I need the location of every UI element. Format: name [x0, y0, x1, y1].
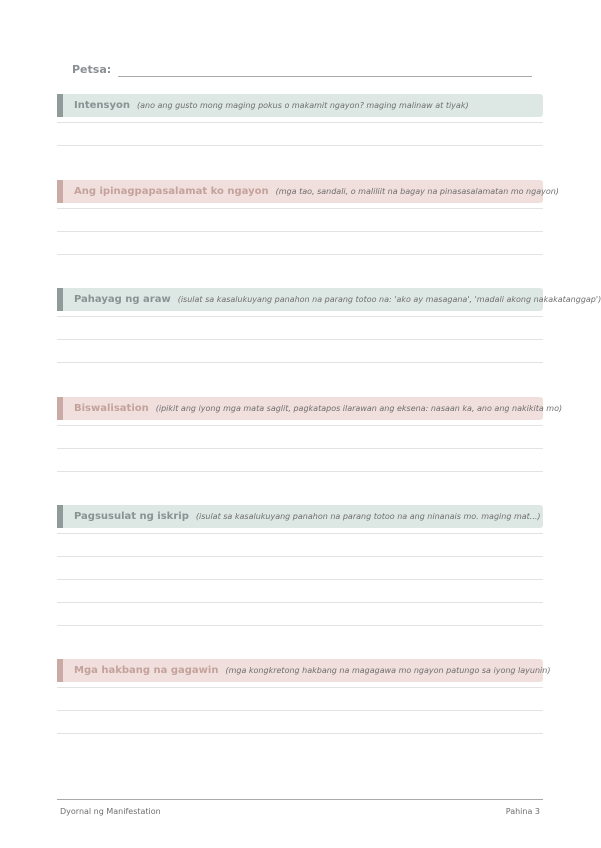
section-accent-bar [57, 505, 63, 528]
writing-line[interactable] [57, 625, 543, 626]
section-description: (mga kongkretong hakbang na magagawa mo ngayon patungo sa iyong layunin) [225, 666, 551, 675]
section-scripting [57, 505, 543, 528]
section-header [57, 659, 551, 682]
footer-page-number: Pahina 3 [505, 807, 540, 816]
section-accent-bar [57, 180, 63, 203]
writing-line[interactable] [57, 145, 543, 146]
writing-line[interactable] [57, 533, 543, 534]
section-description: (ano ang gusto mong maging pokus o makamit ngayon? maging malinaw at tiyak) [136, 101, 469, 110]
writing-line[interactable] [57, 122, 543, 123]
writing-line[interactable] [57, 687, 543, 688]
section-action-steps [57, 659, 551, 682]
writing-line[interactable] [57, 710, 543, 711]
writing-line[interactable] [57, 448, 543, 449]
writing-line[interactable] [57, 231, 543, 232]
section-visualization [57, 397, 563, 420]
writing-line[interactable] [57, 602, 543, 603]
section-title: Ang ipinagpapasalamat ko ngayon [74, 186, 269, 197]
writing-line[interactable] [57, 316, 543, 317]
section-title: Intensyon [74, 100, 130, 111]
section-intention [57, 94, 543, 117]
footer-journal-name: Dyornal ng Manifestation [60, 807, 161, 816]
writing-line[interactable] [57, 556, 543, 557]
writing-line[interactable] [57, 339, 543, 340]
footer-divider [57, 799, 543, 800]
section-affirmation [57, 288, 601, 311]
section-gratitude [57, 180, 559, 203]
writing-line[interactable] [57, 425, 543, 426]
section-header [57, 505, 543, 528]
section-description: (isulat sa kasalukuyang panahon na parang totoo na: 'ako ay masagana', 'madali akong nakakatanggap') [177, 295, 601, 304]
section-description: (mga tao, sandali, o maliliit na bagay na pinasasalamatan mo ngayon) [275, 187, 559, 196]
writing-line[interactable] [57, 362, 543, 363]
section-header [57, 180, 559, 203]
section-title: Pagsusulat ng iskrip [74, 511, 189, 522]
section-header [57, 288, 601, 311]
section-title: Mga hakbang na gagawin [74, 665, 219, 676]
section-header [57, 397, 563, 420]
section-description: (ipikit ang iyong mga mata saglit, pagkatapos ilarawan ang eksena: nasaan ka, ano ang nakikita mo) [155, 404, 563, 413]
writing-line[interactable] [57, 254, 543, 255]
section-accent-bar [57, 94, 63, 117]
section-title: Pahayag ng araw [74, 294, 171, 305]
date-label: Petsa: [72, 63, 112, 76]
section-accent-bar [57, 659, 63, 682]
writing-line[interactable] [57, 471, 543, 472]
section-accent-bar [57, 288, 63, 311]
section-accent-bar [57, 397, 63, 420]
date-row [72, 62, 532, 80]
writing-line[interactable] [57, 208, 543, 209]
section-header [57, 94, 543, 117]
writing-line[interactable] [57, 733, 543, 734]
section-title: Biswalisation [74, 403, 149, 414]
writing-line[interactable] [57, 579, 543, 580]
date-write-line[interactable] [118, 76, 532, 77]
section-description: (isulat sa kasalukuyang panahon na parang totoo na ang ninanais mo. maging mat...) [195, 512, 541, 521]
